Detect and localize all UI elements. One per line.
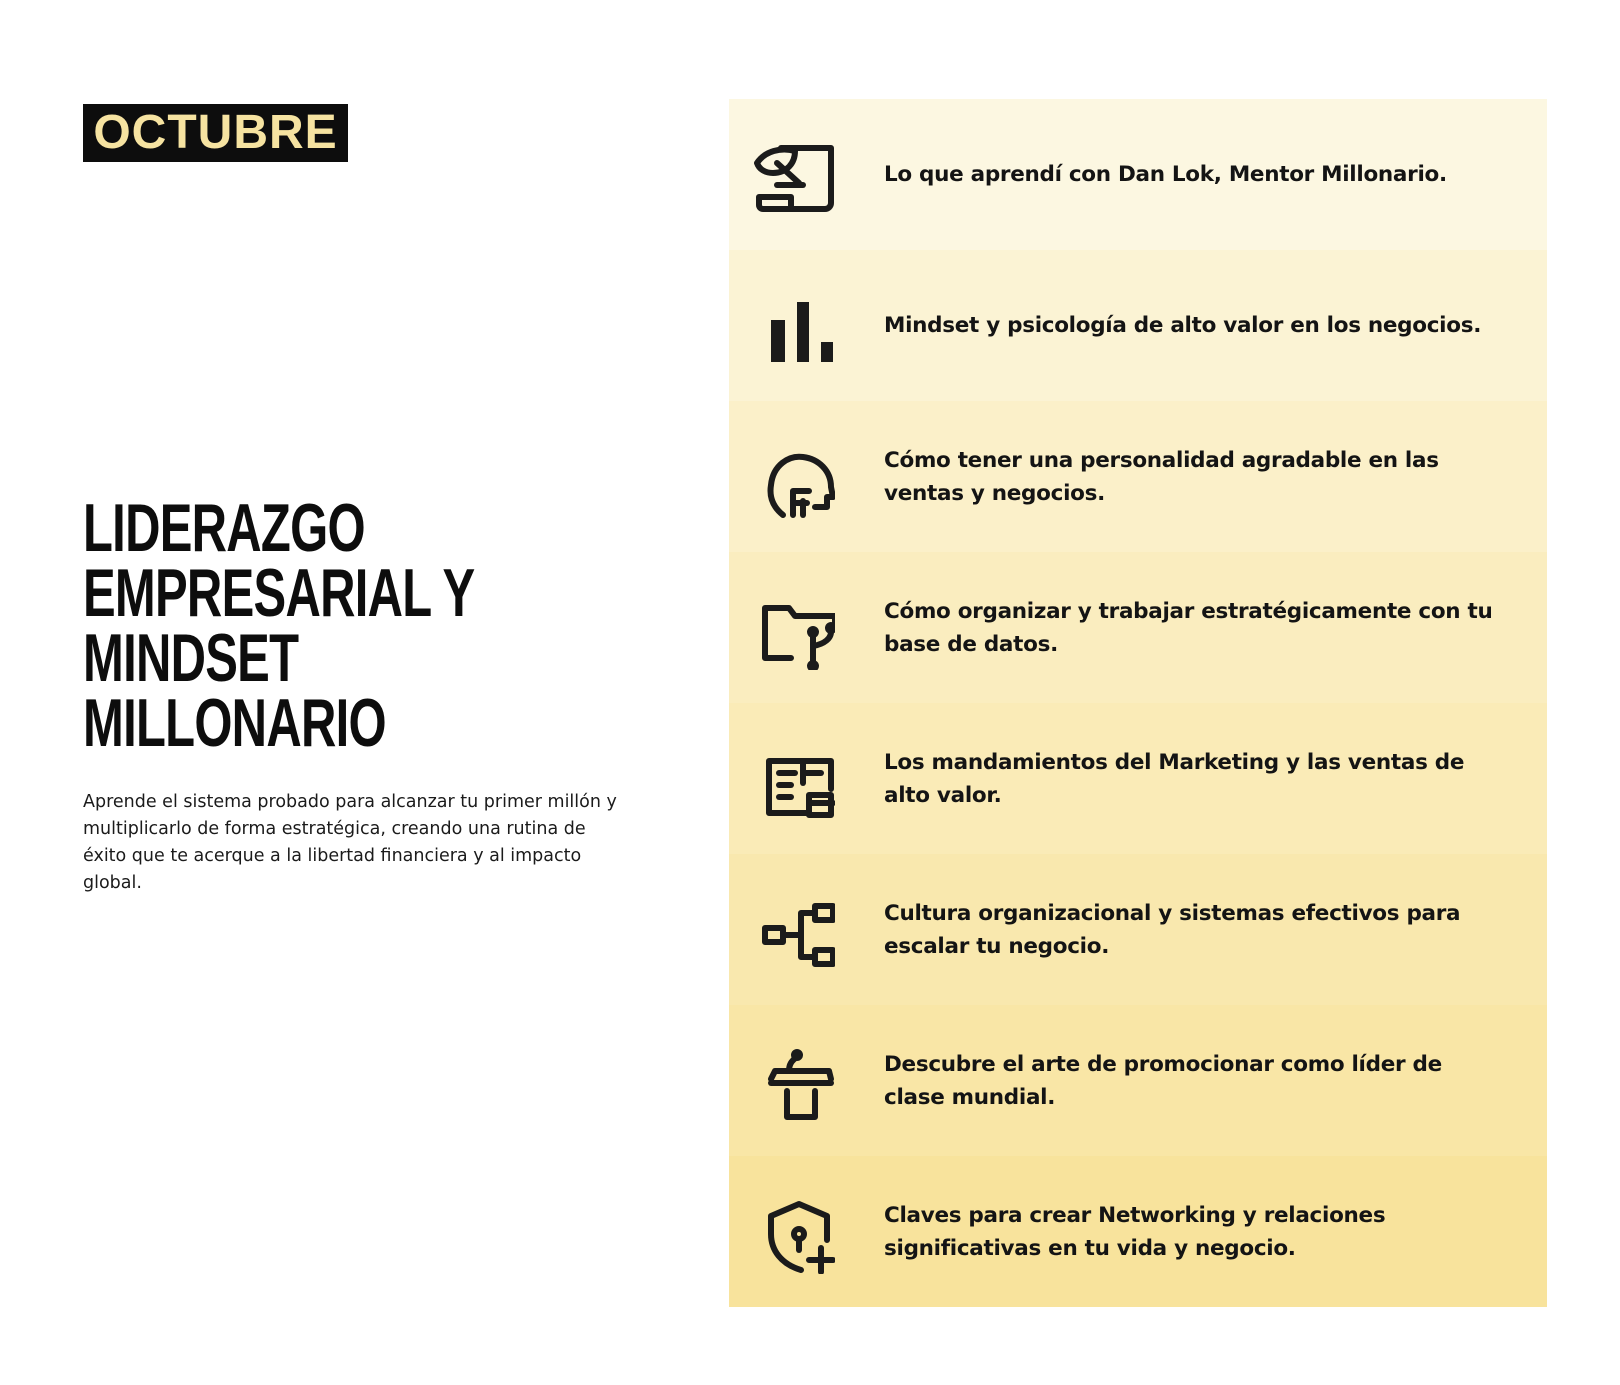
topic-text: Lo que aprendí con Dan Lok, Mentor Millonario. (884, 162, 1447, 187)
head-profile-icon (751, 435, 835, 519)
topic-text: Cómo organizar y trabajar estratégicamente con tu base de datos. (884, 598, 1493, 657)
topic-item (729, 552, 1547, 703)
topics-panel (729, 99, 1547, 1307)
month-badge (83, 104, 348, 162)
certificate-quill-icon (751, 133, 835, 217)
course-title-line: EMPRESARIAL Y (83, 555, 475, 631)
topic-item (729, 99, 1547, 250)
course-title-line: MINDSET (83, 620, 299, 696)
month-label: OCTUBRE (93, 106, 338, 159)
topic-item (729, 250, 1547, 401)
topic-text: Cultura organizacional y sistemas efectivos para escalar tu negocio. (884, 900, 1461, 959)
topic-item (729, 401, 1547, 552)
topic-text: Mindset y psicología de alto valor en los negocios. (884, 313, 1482, 338)
bar-chart-icon (751, 284, 835, 368)
topic-text: Descubre el arte de promocionar como líder de clase mundial. (884, 1051, 1442, 1110)
topic-item (729, 854, 1547, 1005)
topic-text: Cómo tener una personalidad agradable en las ventas y negocios. (884, 447, 1439, 506)
topic-item (729, 703, 1547, 854)
course-title-line: LIDERAZGO (83, 490, 365, 566)
hierarchy-icon (751, 888, 835, 972)
course-title-line: MILLONARIO (83, 685, 386, 761)
course-description: Aprende el sistema probado para alcanzar tu primer millón y multiplicarlo de forma estratégica, creando una rutina de éxito que te acerque a la libertad financiera y al impacto global. (83, 792, 617, 893)
topic-text: Claves para crear Networking y relaciones significativas en tu vida y negocio. (884, 1202, 1386, 1261)
topic-text: Los mandamientos del Marketing y las ventas de alto valor. (884, 749, 1465, 808)
podium-microphone-icon (751, 1039, 835, 1123)
course-title (83, 490, 486, 761)
folder-branch-icon (751, 586, 835, 670)
topic-item (729, 1005, 1547, 1156)
topic-item (729, 1156, 1547, 1307)
shield-keyhole-plus-icon (751, 1190, 835, 1274)
newspaper-icon (751, 737, 835, 821)
